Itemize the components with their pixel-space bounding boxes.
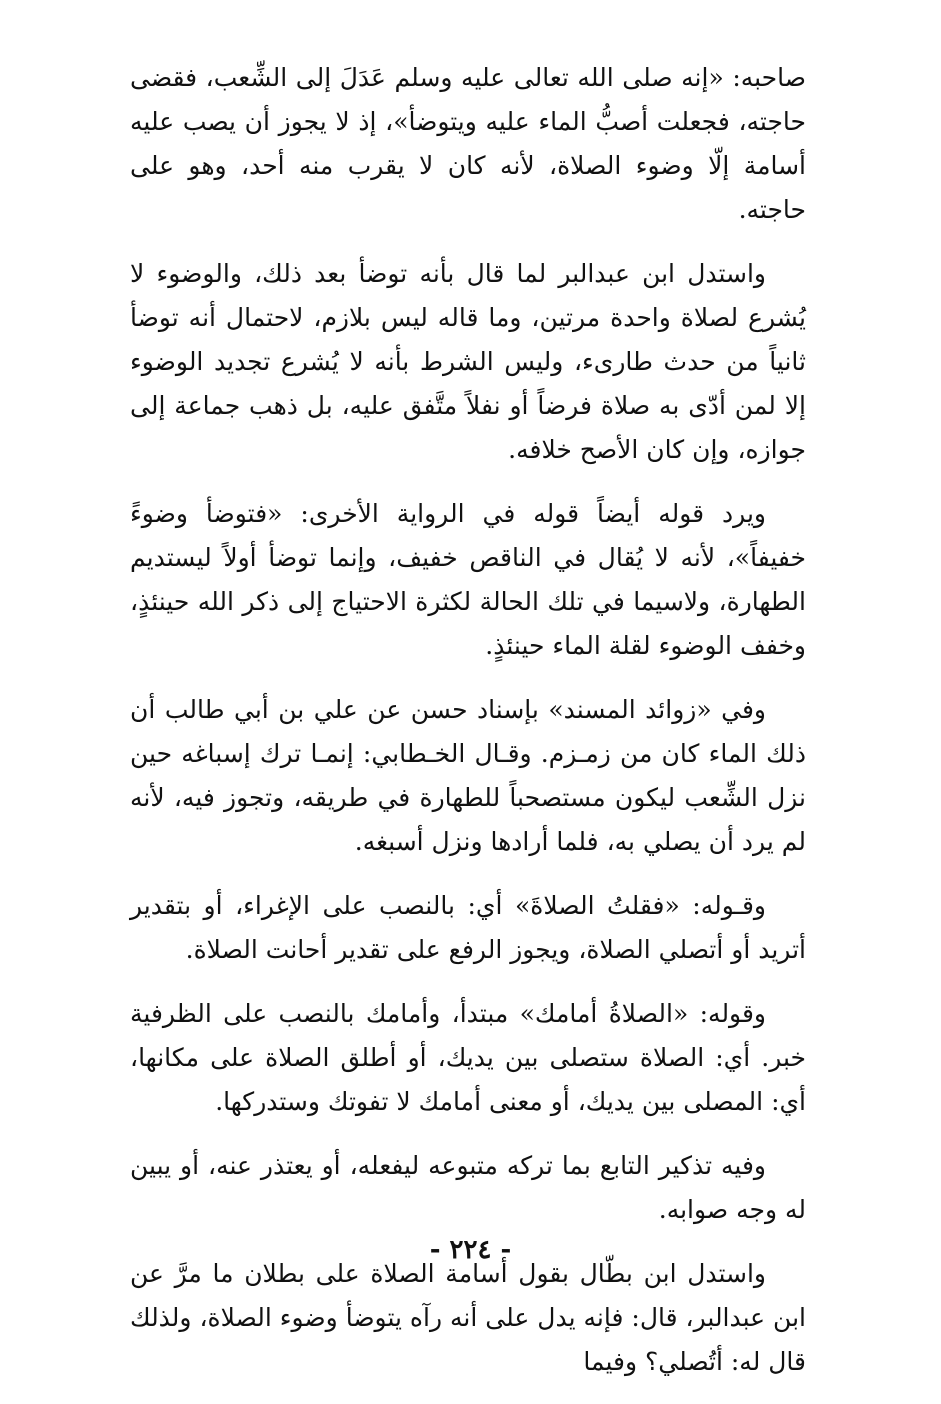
page-number: - ٢٢٤ - [429,1235,512,1265]
paragraph: ويرد قوله أيضاً قوله في الرواية الأخرى: «فتوضأ وضوءً خفيفاً»، لأنه لا يُقال في الناقص خفيف، وإنما توضأ أولاً ليستديم الطهارة، ولاسيما في تلك الحالة لكثرة الاحتياج إلى ذكر الله حينئذٍ، وخفف الوضوء لقلة الماء حينئذٍ. [130,499,806,660]
paragraph: وقوله: «الصلاةُ أمامك» مبتدأ، وأمامك بالنصب على الظرفية خبر. أي: الصلاة ستصلى بين يديك، أو أطلق الصلاة على مكانها، أي: المصلى بين يديك، أو معنى أمامك لا تفوتك وستدركها. [130,999,806,1116]
paragraph: وفيه تذكير التابع بما تركه متبوعه ليفعله، أو يعتذر عنه، أو يبين له وجه صوابه. [130,1151,806,1224]
main-text [130,56,806,1404]
paragraph: واستدل ابن بطّال بقول أسامة الصلاة على بطلان ما مرَّ عن ابن عبدالبر، قال: فإنه يدل على أنه رآه يتوضأ وضوء الصلاة، ولذلك قال له: أتُصلي؟ وفيما [130,1259,806,1376]
paragraph: وقـوله: «فقلتُ الصلاةَ» أي: بالنصب على الإغراء، أو بتقدير أتريد أو أتصلي الصلاة، ويجوز الرفع على تقدير أحانت الصلاة. [130,891,806,964]
paragraph: صاحبه: «إنه صلى الله تعالى عليه وسلم عَدَلَ إلى الشِّعب، فقضى حاجته، فجعلت أصبُّ الماء عليه ويتوضأ»، إذ لا يجوز أن يصب عليه أسامة إلّا وضوء الصلاة، لأنه كان لا يقرب منه أحد، وهو على حاجته. [130,63,806,224]
paragraph: وفي «زوائد المسند» بإسناد حسن عن علي بن أبي طالب أن ذلك الماء كان من زمـزم. وقـال الخـطابي: إنمـا ترك إسباغه حين نزل الشِّعب ليكون مستصحباً للطهارة في طريقه، وتجوز فيه، لأنه لم يرد أن يصلي به، فلما أرادها ونزل أسبغه. [130,695,806,856]
paragraph: واستدل ابن عبدالبر لما قال بأنه توضأ بعد ذلك، والوضوء لا يُشرع لصلاة واحدة مرتين، وما قاله ليس بلازم، لاحتمال أنه توضأ ثانياً من حدث طارىء، وليس الشرط بأنه لا يُشرع تجديد الوضوء إلا لمن أدّى به صلاة فرضاً أو نفلاً متَّفق عليه، بل ذهب جماعة إلى جوازه، وإن كان الأصح خلافه. [130,259,806,464]
